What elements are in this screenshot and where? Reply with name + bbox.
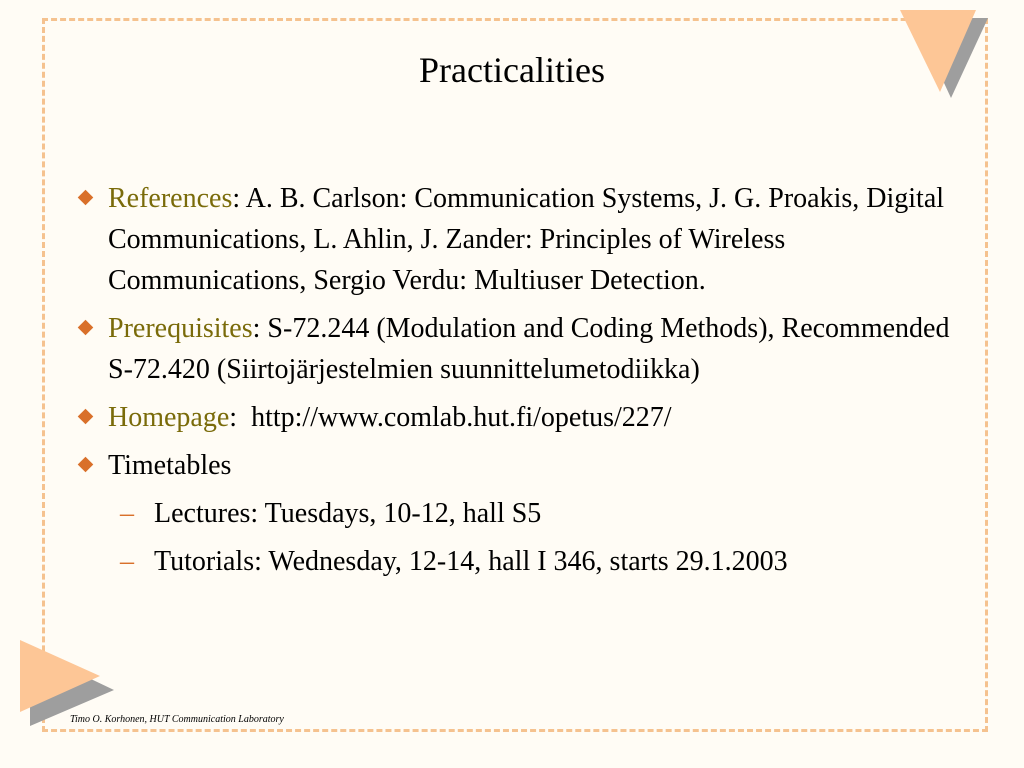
item-text: Timetables xyxy=(108,450,232,481)
sublist-item-tutorials xyxy=(72,541,952,582)
dash-bullet-icon: – xyxy=(120,546,134,577)
diamond-bullet-icon xyxy=(78,190,94,206)
item-separator: : xyxy=(232,183,246,214)
item-key: Prerequisites xyxy=(108,313,253,344)
dash-bullet-icon: – xyxy=(120,498,134,529)
item-separator: : xyxy=(252,313,268,344)
homepage-link[interactable]: http://www.comlab.hut.fi/opetus/227/ xyxy=(251,402,672,433)
subitem-text: Tutorials: Wednesday, 12-14, hall I 346, starts 29.1.2003 xyxy=(154,546,788,577)
item-key: Homepage xyxy=(108,402,230,433)
diamond-bullet-icon xyxy=(78,320,94,336)
diamond-bullet-icon xyxy=(78,457,94,473)
slide-footer: Timo O. Korhonen, HUT Communication Laboratory xyxy=(70,714,284,725)
list-item-timetables xyxy=(72,445,952,486)
item-separator: : xyxy=(229,402,252,433)
slide-title: Practicalities xyxy=(419,50,605,90)
list-item-references xyxy=(72,178,952,301)
item-key: References xyxy=(108,183,233,214)
list-item-homepage xyxy=(72,397,952,438)
item-text: A. B. Carlson: Communication Systems, J. G. Proakis, Digital Communications, L. Ahlin, J. Zander: Principles of Wireless Communications, Sergio Verdu: Multiuser Detection. xyxy=(108,183,945,296)
item-text: S-72.244 (Modulation and Coding Methods), Recommended S-72.420 (Siirtojärjestelmien suunnittelumetodiikka) xyxy=(108,313,950,385)
slide-content xyxy=(72,178,952,589)
subitem-text: Lectures: Tuesdays, 10-12, hall S5 xyxy=(154,498,542,529)
diamond-bullet-icon xyxy=(78,409,94,425)
sublist-item-lectures xyxy=(72,493,952,534)
list-item-prerequisites xyxy=(72,308,952,390)
